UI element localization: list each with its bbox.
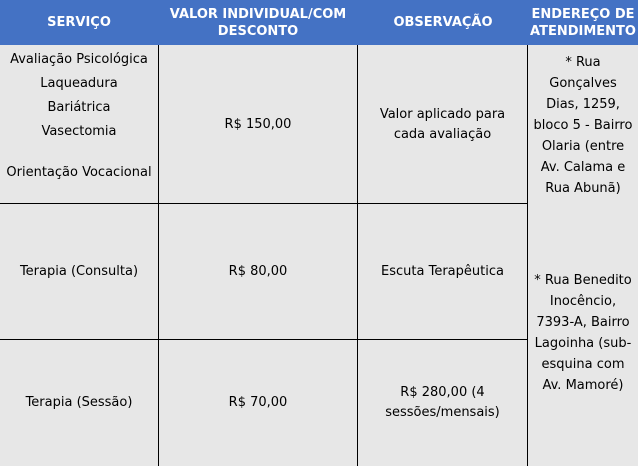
- service-item: Bariátrica: [47, 100, 111, 115]
- header-observacao: [358, 0, 528, 45]
- row1-observation: [358, 46, 527, 203]
- address-line: bloco 5 - Bairro: [533, 117, 633, 133]
- service-item: Avaliação Psicológica: [10, 52, 148, 67]
- address-line: Inocêncio,: [549, 294, 617, 309]
- address-1: [528, 52, 638, 198]
- row1-services: [0, 46, 158, 203]
- observation-line2: sessões/mensais): [385, 405, 500, 420]
- service-item: Terapia (Consulta): [19, 263, 139, 279]
- address-line: 7393-A, Bairro: [536, 315, 630, 330]
- header-servico: [0, 0, 158, 45]
- header-valor-line2: DESCONTO: [217, 23, 299, 39]
- observation-line2: cada avaliação: [393, 126, 492, 142]
- header-endereco-line1: ENDEREÇO DE: [531, 6, 635, 22]
- observation-text: Escuta Terapêutica: [381, 263, 504, 279]
- observation-line1: Valor aplicado para: [379, 106, 506, 122]
- address-line: Gonçalves: [549, 75, 617, 91]
- address-line: * Rua Benedito: [534, 273, 632, 288]
- address-line: Rua Abunã): [545, 180, 621, 196]
- header-servico-label: SERVIÇO: [47, 15, 111, 30]
- header-observacao-label: OBSERVAÇÃO: [393, 15, 493, 30]
- row3-observation: [358, 340, 527, 466]
- row2-service: [0, 204, 158, 339]
- header-endereco-line2: ATENDIMENTO: [530, 23, 636, 39]
- address-line: Olaria (entre: [541, 138, 625, 154]
- address-line: Av. Calama e: [540, 159, 626, 175]
- row2-price: [159, 204, 357, 339]
- header-valor: [158, 0, 358, 45]
- service-item: Terapia (Sessão): [25, 395, 133, 410]
- price-value: R$ 80,00: [228, 263, 288, 279]
- address-line: Lagoinha (sub-: [534, 336, 632, 351]
- row2-observation: [358, 204, 527, 339]
- header-valor-line1: VALOR INDIVIDUAL/COM: [169, 6, 347, 22]
- address-line: * Rua: [565, 54, 601, 70]
- address-line: esquina com: [541, 357, 625, 372]
- header-endereco: [528, 0, 638, 45]
- row1-price: [159, 46, 357, 203]
- service-item: Orientação Vocacional: [6, 165, 152, 180]
- address-line: Av. Mamoré): [542, 378, 624, 393]
- price-value: R$ 70,00: [228, 395, 288, 410]
- row3-price: [159, 340, 357, 466]
- service-item: Laqueadura: [40, 76, 118, 91]
- address-2: [528, 270, 638, 396]
- service-item: Vasectomia: [41, 124, 117, 139]
- address-line: Dias, 1259,: [546, 96, 620, 112]
- observation-line1: R$ 280,00 (4: [400, 385, 485, 400]
- price-value: R$ 150,00: [224, 116, 292, 132]
- row3-service: [0, 340, 158, 466]
